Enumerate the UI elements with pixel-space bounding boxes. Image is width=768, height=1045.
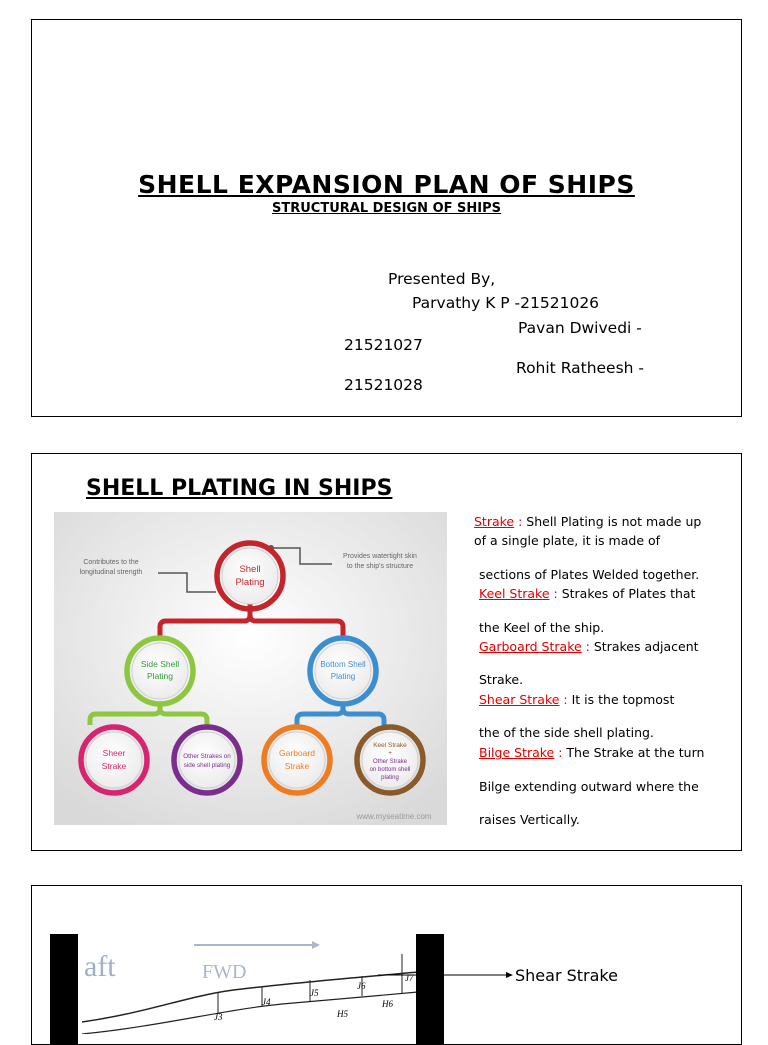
- aft-label: aft: [84, 950, 116, 983]
- shear-strake-label: Shear Strake: [515, 966, 618, 985]
- node-shell-line1: Shell: [239, 564, 261, 575]
- shell-plating-slide: [31, 453, 742, 851]
- node-garboard-line1: Garboard: [279, 748, 315, 758]
- shear-term: Shear Strake: [479, 692, 560, 707]
- node-other-line1: Other Strakes on: [183, 753, 231, 760]
- plate-h5: H5: [337, 1009, 348, 1019]
- node-keel-line2: +: [388, 750, 392, 757]
- node-side-line1: Side Shell: [140, 659, 180, 669]
- keel-line2: the Keel of the ship.: [479, 620, 605, 635]
- node-bottom-shell: [310, 638, 376, 704]
- presenter-3-id: 21521028: [344, 376, 423, 394]
- plate-j7: J7: [405, 973, 414, 983]
- plate-j4: J4: [262, 997, 271, 1007]
- presentation-title: SHELL EXPANSION PLAN OF SHIPS: [138, 170, 635, 199]
- shear-strake-pointer: [378, 966, 514, 986]
- plate-h6: H6: [382, 999, 393, 1009]
- node-other-line2: side shell plating: [183, 762, 231, 769]
- presentation-subtitle: STRUCTURAL DESIGN OF SHIPS: [271, 201, 502, 216]
- node-shell-plating: [217, 543, 283, 609]
- node-sheer-line2: Strake: [101, 761, 127, 771]
- shear-line2: the of the side shell plating.: [479, 725, 654, 740]
- watermark: www.myseatime.com: [356, 812, 432, 821]
- bilge-line3: raises Vertically.: [479, 812, 580, 827]
- shell-plating-diagram: [54, 512, 447, 825]
- title-slide: [31, 19, 742, 417]
- note-left-line2: longitudinal strength: [79, 569, 143, 576]
- node-sheer-line1: Sheer: [102, 748, 126, 758]
- bilge-line2: Bilge extending outward where the: [479, 779, 699, 794]
- plate-j3: J3: [214, 1012, 223, 1022]
- shell-expansion-slide: [31, 885, 742, 1045]
- node-keel-strake: [357, 727, 423, 793]
- garboard-line1: Garboard Strake : Strakes adjacent: [479, 639, 699, 654]
- presenter-3-name: Rohit Ratheesh -: [516, 359, 645, 377]
- shell-expansion-drawing: [82, 934, 418, 1034]
- node-garboard-strake: [264, 727, 330, 793]
- note-right-line1: Provides watertight skin: [343, 553, 417, 560]
- note-left-line1: Contributes to the: [83, 559, 139, 566]
- node-side-line2: Plating: [147, 671, 173, 681]
- keel-line1: Keel Strake : Strakes of Plates that: [479, 586, 696, 601]
- node-keel-line4: on bottom shell: [369, 767, 411, 773]
- node-side-shell: [127, 638, 193, 704]
- strake-line3: sections of Plates Welded together.: [479, 567, 700, 582]
- node-bottom-line1: Bottom Shell: [320, 660, 366, 669]
- node-garboard-line2: Strake: [284, 761, 310, 771]
- strake-term: Strake: [474, 514, 515, 529]
- note-right-line2: to the ship's structure: [346, 563, 414, 570]
- bilge-line1: Bilge Strake : The Strake at the turn: [479, 745, 705, 760]
- node-keel-line1: Keel Strake: [373, 742, 407, 749]
- strake-line1: Strake : Shell Plating is not made up: [474, 514, 702, 529]
- plate-j5: J5: [310, 988, 319, 998]
- node-keel-line3: Other Strake: [372, 759, 408, 765]
- plate-j6: J6: [357, 981, 366, 991]
- node-shell-line2: Plating: [235, 577, 265, 588]
- presented-by-label: Presented By,: [388, 270, 496, 288]
- node-keel-line5: plating: [381, 775, 399, 781]
- presenter-2-id: 21521027: [344, 336, 423, 354]
- garboard-term: Garboard Strake: [479, 639, 582, 654]
- strake-line2: of a single plate, it is made of: [474, 533, 661, 548]
- garboard-line2: Strake.: [479, 672, 524, 687]
- presenter-1: Parvathy K P -21521026: [412, 294, 600, 312]
- node-bottom-line2: Plating: [330, 672, 356, 681]
- node-other-side-strakes: [174, 727, 240, 793]
- fwd-label: FWD: [202, 961, 247, 983]
- presenter-2-name: Pavan Dwivedi -: [518, 319, 642, 337]
- node-sheer-strake: [81, 727, 147, 793]
- keel-term: Keel Strake: [479, 586, 550, 601]
- shear-line1: Shear Strake : It is the topmost: [479, 692, 675, 707]
- left-black-bar: [50, 934, 78, 1045]
- slide-title: SHELL PLATING IN SHIPS: [86, 476, 393, 501]
- bilge-term: Bilge Strake: [479, 745, 555, 760]
- right-black-bar: [416, 934, 444, 1045]
